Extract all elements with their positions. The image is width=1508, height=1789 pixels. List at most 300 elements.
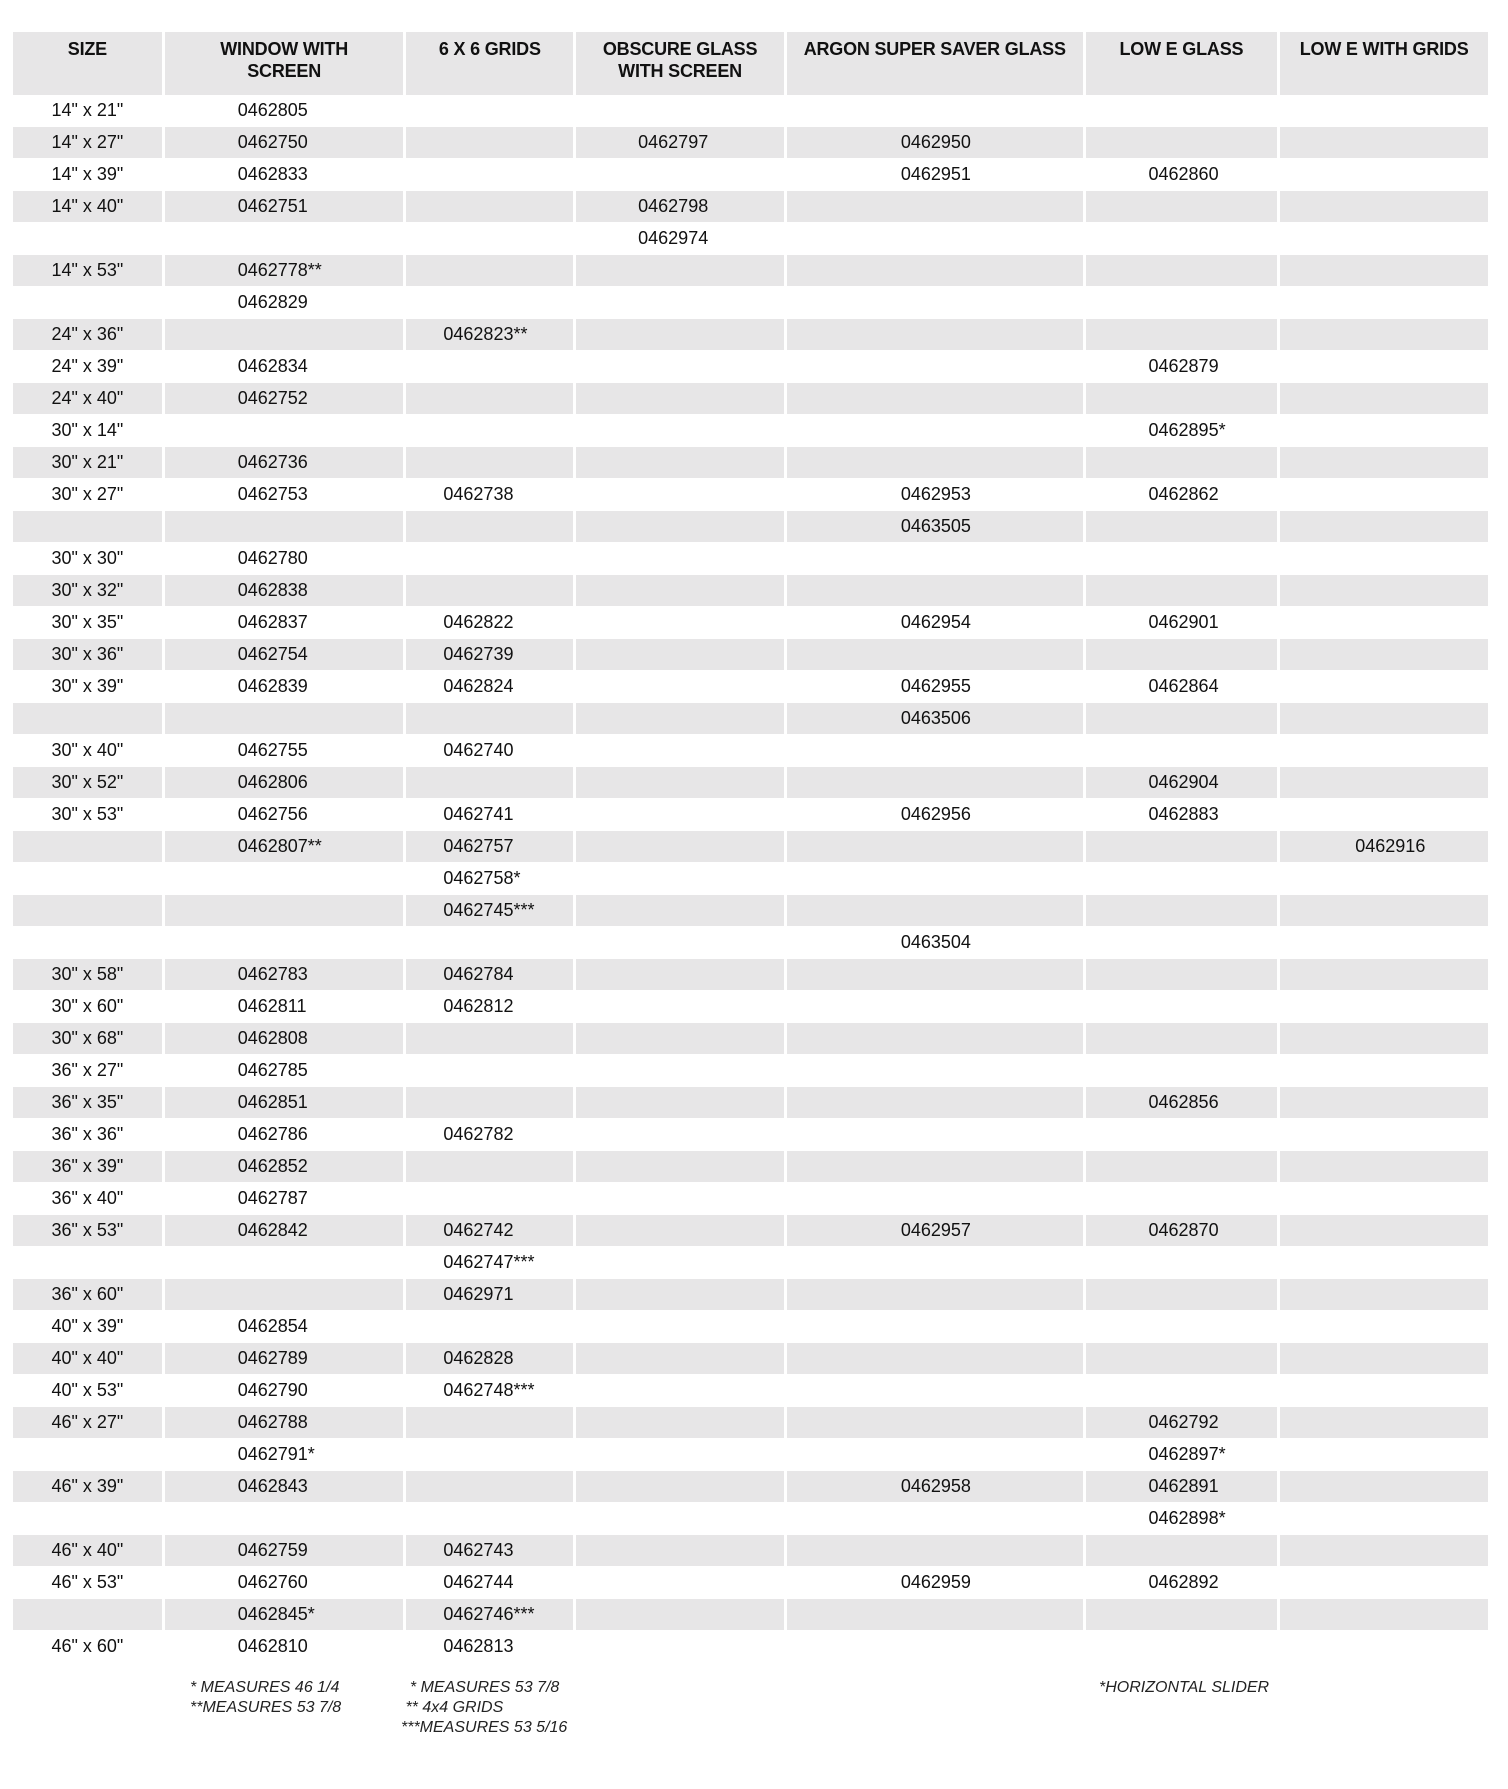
header-size	[13, 32, 162, 95]
cell-obscure-glass	[576, 1215, 784, 1246]
cell-window-with-screen: 0462810	[237, 1636, 308, 1656]
cell-low-e-glass: 0462892	[1148, 1572, 1219, 1592]
cell-window-with-screen	[165, 895, 404, 926]
cell-low-e-glass	[1086, 1279, 1278, 1310]
table-row	[13, 95, 1488, 127]
table-row	[13, 1631, 1488, 1663]
cell-low-e-grids: 0462916	[1280, 831, 1488, 862]
cell-low-e-glass: 0462901	[1148, 612, 1219, 632]
cell-obscure-glass	[576, 1087, 784, 1118]
cell-size: 36" x 35"	[13, 1087, 162, 1118]
cell-window-with-screen: 0462829	[237, 292, 308, 312]
table-row	[13, 351, 1488, 383]
cell-6x6-grids: 0462822	[443, 612, 514, 632]
cell-window-with-screen: 0462780	[237, 548, 308, 568]
table-row	[13, 1471, 1488, 1503]
cell-window-with-screen	[165, 319, 404, 350]
cell-obscure-glass	[576, 255, 784, 286]
cell-obscure-glass	[576, 831, 784, 862]
cell-size: 30" x 53"	[51, 804, 124, 824]
cell-6x6-grids	[406, 511, 573, 542]
cell-window-with-screen: 0462842	[165, 1215, 404, 1246]
cell-argon-glass	[787, 767, 1083, 798]
cell-6x6-grids	[406, 447, 573, 478]
header-label: OBSCURE GLASS WITH SCREEN	[602, 39, 758, 81]
cell-obscure-glass	[576, 703, 784, 734]
cell-6x6-grids	[406, 1055, 573, 1086]
cell-low-e-grids	[1280, 255, 1488, 286]
cell-window-with-screen: 0462759	[165, 1535, 404, 1566]
cell-low-e-glass	[1086, 511, 1278, 542]
table-row	[13, 159, 1488, 191]
cell-window-with-screen: 0462753	[237, 484, 308, 504]
cell-obscure-glass	[576, 415, 784, 446]
cell-argon-glass	[787, 1631, 1083, 1662]
table-row	[13, 671, 1488, 703]
cell-window-with-screen	[165, 927, 404, 958]
cell-obscure-glass	[576, 575, 784, 606]
cell-argon-glass: 0463505	[787, 511, 1083, 542]
table-row	[13, 959, 1488, 991]
cell-low-e-grids	[1280, 1087, 1488, 1118]
cell-obscure-glass	[576, 927, 784, 958]
cell-low-e-grids	[1280, 703, 1488, 734]
cell-6x6-grids: 0462741	[443, 804, 514, 824]
cell-obscure-glass	[576, 1183, 784, 1214]
cell-size: 46" x 27"	[13, 1407, 162, 1438]
cell-low-e-grids	[1280, 287, 1488, 318]
cell-window-with-screen: 0462833	[237, 164, 308, 184]
cell-low-e-glass: 0462856	[1086, 1087, 1278, 1118]
cell-size	[13, 1599, 162, 1630]
cell-low-e-grids	[1280, 1247, 1488, 1278]
cell-low-e-grids	[1280, 1279, 1488, 1310]
cell-argon-glass	[787, 287, 1083, 318]
cell-low-e-glass	[1086, 895, 1278, 926]
cell-low-e-grids	[1280, 1375, 1488, 1406]
cell-6x6-grids	[406, 1503, 573, 1534]
table-header	[13, 32, 1488, 95]
cell-window-with-screen: 0462843	[165, 1471, 404, 1502]
cell-window-with-screen: 0462752	[165, 383, 404, 414]
cell-6x6-grids	[406, 1023, 573, 1054]
cell-size: 30" x 40"	[51, 740, 124, 760]
cell-window-with-screen	[165, 863, 404, 894]
cell-argon-glass	[787, 383, 1083, 414]
cell-low-e-glass	[1086, 959, 1278, 990]
cell-low-e-grids	[1280, 639, 1488, 670]
cell-argon-glass	[787, 1599, 1083, 1630]
cell-window-with-screen	[165, 1503, 404, 1534]
cell-window-with-screen: 0462754	[165, 639, 404, 670]
table-row	[13, 1439, 1488, 1471]
cell-obscure-glass	[576, 1119, 784, 1150]
cell-size: 30" x 32"	[13, 575, 162, 606]
cell-low-e-glass	[1086, 1151, 1278, 1182]
cell-argon-glass	[787, 1311, 1083, 1342]
cell-low-e-grids	[1280, 1023, 1488, 1054]
cell-low-e-grids	[1280, 1055, 1488, 1086]
cell-size: 30" x 58"	[13, 959, 162, 990]
cell-6x6-grids: 0462744	[443, 1572, 514, 1592]
cell-low-e-glass	[1086, 1247, 1278, 1278]
cell-low-e-glass	[1086, 191, 1278, 222]
cell-size: 40" x 40"	[13, 1343, 162, 1374]
cell-obscure-glass	[576, 1535, 784, 1566]
cell-low-e-grids	[1280, 1599, 1488, 1630]
cell-low-e-grids	[1280, 1311, 1488, 1342]
cell-low-e-grids	[1280, 1631, 1488, 1662]
cell-size: 24" x 39"	[51, 356, 124, 376]
cell-low-e-grids	[1280, 991, 1488, 1022]
table-row	[13, 1599, 1488, 1631]
cell-low-e-grids	[1280, 671, 1488, 702]
cell-low-e-grids	[1280, 735, 1488, 766]
cell-6x6-grids: 0462813	[443, 1636, 514, 1656]
cell-size: 36" x 53"	[13, 1215, 162, 1246]
cell-size: 36" x 40"	[51, 1188, 124, 1208]
cell-low-e-grids	[1280, 95, 1488, 126]
cell-size: 30" x 68"	[13, 1023, 162, 1054]
cell-6x6-grids	[406, 223, 573, 254]
cell-low-e-grids	[1280, 895, 1488, 926]
cell-low-e-grids	[1280, 1343, 1488, 1374]
cell-6x6-grids: 0462782	[443, 1124, 514, 1144]
cell-size: 30" x 60"	[51, 996, 124, 1016]
cell-obscure-glass	[576, 1023, 784, 1054]
cell-obscure-glass	[576, 95, 784, 126]
cell-window-with-screen: 0462789	[165, 1343, 404, 1374]
cell-size: 14" x 40"	[13, 191, 162, 222]
cell-low-e-grids	[1280, 863, 1488, 894]
table-row	[13, 1535, 1488, 1567]
cell-6x6-grids: 0462740	[443, 740, 514, 760]
cell-6x6-grids: 0462812	[443, 996, 514, 1016]
cell-low-e-grids	[1280, 1535, 1488, 1566]
cell-low-e-grids	[1280, 479, 1488, 510]
cell-size: 24" x 36"	[13, 319, 162, 350]
cell-low-e-glass	[1086, 447, 1278, 478]
cell-window-with-screen: 0462845*	[165, 1599, 404, 1630]
cell-argon-glass	[787, 415, 1083, 446]
cell-low-e-grids	[1280, 1471, 1488, 1502]
table-row	[13, 1215, 1488, 1247]
cell-obscure-glass	[576, 959, 784, 990]
cell-argon-glass: 0462955	[900, 676, 971, 696]
cell-size: 30" x 30"	[51, 548, 124, 568]
cell-obscure-glass	[576, 1631, 784, 1662]
cell-window-with-screen: 0462785	[237, 1060, 308, 1080]
footnote: * MEASURES 46 1/4	[190, 1679, 340, 1696]
cell-size	[13, 1503, 162, 1534]
cell-obscure-glass	[576, 1343, 784, 1374]
cell-argon-glass	[787, 959, 1083, 990]
cell-argon-glass	[787, 639, 1083, 670]
cell-argon-glass	[787, 1375, 1083, 1406]
cell-6x6-grids	[406, 95, 573, 126]
cell-6x6-grids	[406, 1407, 573, 1438]
header-label: 6 X 6 GRIDS	[438, 39, 541, 59]
cell-size: 36" x 39"	[13, 1151, 162, 1182]
cell-size: 14" x 27"	[13, 127, 162, 158]
cell-argon-glass: 0462957	[787, 1215, 1083, 1246]
cell-window-with-screen: 0462755	[237, 740, 308, 760]
table-row	[13, 479, 1488, 511]
cell-argon-glass: 0463506	[787, 703, 1083, 734]
cell-argon-glass	[787, 223, 1083, 254]
cell-argon-glass: 0462954	[900, 612, 971, 632]
cell-low-e-glass	[1086, 383, 1278, 414]
cell-6x6-grids	[406, 1087, 573, 1118]
header-label: LOW E GLASS	[1119, 39, 1244, 59]
cell-window-with-screen: 0462756	[237, 804, 308, 824]
header-window-with-screen	[165, 32, 404, 95]
cell-window-with-screen: 0462838	[165, 575, 404, 606]
header-label: WINDOW WITH SCREEN	[220, 39, 349, 81]
table-row	[13, 1375, 1488, 1407]
cell-low-e-glass	[1086, 703, 1278, 734]
table-row	[13, 543, 1488, 575]
table-row	[13, 927, 1488, 959]
cell-argon-glass: 0462958	[787, 1471, 1083, 1502]
cell-low-e-glass	[1086, 831, 1278, 862]
table-row	[13, 895, 1488, 927]
cell-low-e-glass: 0462879	[1148, 356, 1219, 376]
cell-argon-glass	[787, 543, 1083, 574]
cell-argon-glass	[787, 1439, 1083, 1470]
table-row	[13, 575, 1488, 607]
table-row	[13, 831, 1488, 863]
cell-size	[13, 863, 162, 894]
cell-size: 30" x 35"	[51, 612, 124, 632]
cell-low-e-grids	[1280, 1439, 1488, 1470]
cell-low-e-glass	[1086, 223, 1278, 254]
cell-low-e-glass	[1086, 1119, 1278, 1150]
cell-argon-glass: 0463504	[900, 932, 971, 952]
cell-size: 36" x 36"	[51, 1124, 124, 1144]
cell-size: 30" x 27"	[51, 484, 124, 504]
cell-window-with-screen: 0462806	[165, 767, 404, 798]
cell-obscure-glass	[576, 511, 784, 542]
table-row	[13, 639, 1488, 671]
cell-low-e-glass	[1086, 991, 1278, 1022]
cell-obscure-glass	[576, 1311, 784, 1342]
cell-window-with-screen: 0462808	[165, 1023, 404, 1054]
cell-low-e-grids	[1280, 1151, 1488, 1182]
cell-size	[13, 895, 162, 926]
cell-low-e-glass: 0462898*	[1148, 1508, 1226, 1528]
cell-argon-glass	[787, 95, 1083, 126]
cell-low-e-grids	[1280, 1567, 1488, 1598]
cell-window-with-screen	[165, 223, 404, 254]
cell-6x6-grids	[406, 287, 573, 318]
cell-6x6-grids: 0462743	[406, 1535, 573, 1566]
cell-6x6-grids: 0462758*	[443, 868, 521, 888]
table-row	[13, 1087, 1488, 1119]
cell-argon-glass	[787, 255, 1083, 286]
cell-low-e-grids	[1280, 127, 1488, 158]
cell-6x6-grids: 0462739	[406, 639, 573, 670]
cell-window-with-screen: 0462837	[237, 612, 308, 632]
cell-6x6-grids: 0462971	[406, 1279, 573, 1310]
table-row	[13, 1343, 1488, 1375]
cell-size: 30" x 36"	[13, 639, 162, 670]
table-row	[13, 1023, 1488, 1055]
cell-obscure-glass	[576, 1471, 784, 1502]
cell-low-e-glass	[1086, 543, 1278, 574]
cell-window-with-screen: 0462851	[165, 1087, 404, 1118]
part-number-table	[13, 32, 1488, 1663]
cell-low-e-grids	[1280, 191, 1488, 222]
cell-argon-glass: 0462953	[900, 484, 971, 504]
cell-size: 36" x 60"	[13, 1279, 162, 1310]
cell-size	[13, 831, 162, 862]
cell-argon-glass	[787, 1343, 1083, 1374]
cell-low-e-grids	[1280, 159, 1488, 190]
cell-6x6-grids	[406, 1439, 573, 1470]
cell-low-e-glass	[1086, 639, 1278, 670]
table-row	[13, 1119, 1488, 1151]
cell-window-with-screen: 0462834	[237, 356, 308, 376]
cell-window-with-screen: 0462790	[237, 1380, 308, 1400]
cell-low-e-grids	[1280, 1119, 1488, 1150]
cell-low-e-glass: 0462860	[1148, 164, 1219, 184]
cell-6x6-grids	[406, 1151, 573, 1182]
cell-argon-glass: 0462950	[787, 127, 1083, 158]
cell-low-e-glass: 0462891	[1086, 1471, 1278, 1502]
cell-window-with-screen: 0462783	[165, 959, 404, 990]
cell-low-e-grids	[1280, 927, 1488, 958]
cell-6x6-grids	[406, 255, 573, 286]
cell-low-e-glass: 0462895*	[1148, 420, 1226, 440]
table-row	[13, 127, 1488, 159]
table-row	[13, 607, 1488, 639]
cell-window-with-screen: 0462839	[237, 676, 308, 696]
cell-6x6-grids	[406, 543, 573, 574]
cell-size: 14" x 21"	[51, 100, 124, 120]
cell-6x6-grids	[406, 351, 573, 382]
cell-size: 24" x 40"	[13, 383, 162, 414]
cell-low-e-glass	[1086, 1599, 1278, 1630]
cell-obscure-glass: 0462974	[638, 228, 709, 248]
cell-low-e-glass	[1086, 575, 1278, 606]
cell-6x6-grids: 0462748***	[443, 1380, 535, 1400]
cell-low-e-grids	[1280, 799, 1488, 830]
cell-low-e-grids	[1280, 447, 1488, 478]
table-row	[13, 255, 1488, 287]
cell-window-with-screen: 0462788	[165, 1407, 404, 1438]
cell-low-e-grids	[1280, 1407, 1488, 1438]
table-row	[13, 1055, 1488, 1087]
cell-low-e-glass: 0462864	[1148, 676, 1219, 696]
cell-argon-glass	[787, 575, 1083, 606]
header-low-e-grids	[1280, 32, 1488, 95]
cell-low-e-glass	[1086, 127, 1278, 158]
cell-argon-glass	[787, 1503, 1083, 1534]
cell-size: 14" x 39"	[51, 164, 124, 184]
cell-obscure-glass	[576, 287, 784, 318]
cell-obscure-glass	[576, 607, 784, 638]
footnote: * MEASURES 53 7/8	[401, 1679, 560, 1696]
cell-size: 30" x 21"	[13, 447, 162, 478]
cell-window-with-screen: 0462787	[237, 1188, 308, 1208]
footnote: *HORIZONTAL SLIDER	[1099, 1679, 1270, 1696]
cell-low-e-glass	[1086, 863, 1278, 894]
cell-low-e-glass	[1086, 1375, 1278, 1406]
cell-low-e-glass: 0462792	[1086, 1407, 1278, 1438]
cell-window-with-screen	[165, 1279, 404, 1310]
cell-argon-glass	[787, 1183, 1083, 1214]
cell-argon-glass: 0462959	[900, 1572, 971, 1592]
cell-obscure-glass	[576, 671, 784, 702]
cell-size: 46" x 53"	[51, 1572, 124, 1592]
cell-argon-glass	[787, 191, 1083, 222]
cell-argon-glass	[787, 1247, 1083, 1278]
header-6x6-grids	[406, 32, 573, 95]
header-low-e-glass	[1086, 32, 1278, 95]
header-argon-glass	[787, 32, 1083, 95]
cell-6x6-grids	[406, 415, 573, 446]
footnote: **MEASURES 53 7/8	[190, 1699, 342, 1716]
cell-low-e-grids	[1280, 607, 1488, 638]
header-obscure-glass	[576, 32, 784, 95]
cell-low-e-grids	[1280, 319, 1488, 350]
cell-low-e-grids	[1280, 959, 1488, 990]
footnotes-grids	[401, 1678, 567, 1738]
footnote: ***MEASURES 53 5/16	[401, 1719, 568, 1736]
cell-window-with-screen: 0462807**	[165, 831, 404, 862]
cell-obscure-glass	[576, 1279, 784, 1310]
cell-size	[13, 1247, 162, 1278]
cell-obscure-glass	[576, 767, 784, 798]
cell-obscure-glass: 0462798	[576, 191, 784, 222]
table-row	[13, 1183, 1488, 1215]
header-label: LOW E WITH GRIDS	[1299, 39, 1469, 59]
cell-6x6-grids	[406, 575, 573, 606]
cell-window-with-screen: 0462805	[237, 100, 308, 120]
cell-size: 14" x 53"	[13, 255, 162, 286]
cell-argon-glass	[787, 1407, 1083, 1438]
cell-argon-glass	[787, 1055, 1083, 1086]
footnote: ** 4x4 GRIDS	[401, 1699, 504, 1716]
table-row	[13, 991, 1488, 1023]
cell-size: 40" x 39"	[51, 1316, 124, 1336]
cell-low-e-glass	[1086, 1311, 1278, 1342]
cell-low-e-glass	[1086, 1343, 1278, 1374]
cell-size	[13, 511, 162, 542]
cell-size: 46" x 39"	[13, 1471, 162, 1502]
cell-6x6-grids: 0462745***	[406, 895, 573, 926]
cell-6x6-grids: 0462824	[443, 676, 514, 696]
cell-argon-glass: 0462951	[900, 164, 971, 184]
cell-6x6-grids: 0462784	[406, 959, 573, 990]
cell-low-e-grids	[1280, 767, 1488, 798]
cell-6x6-grids: 0462742	[406, 1215, 573, 1246]
cell-obscure-glass	[576, 735, 784, 766]
cell-6x6-grids: 0462746***	[406, 1599, 573, 1630]
cell-low-e-glass: 0462862	[1148, 484, 1219, 504]
cell-obscure-glass	[576, 1599, 784, 1630]
table-row	[13, 287, 1488, 319]
cell-low-e-grids	[1280, 1183, 1488, 1214]
cell-obscure-glass	[576, 1247, 784, 1278]
cell-6x6-grids: 0462828	[406, 1343, 573, 1374]
table-row	[13, 863, 1488, 895]
cell-6x6-grids: 0462738	[443, 484, 514, 504]
cell-obscure-glass	[576, 383, 784, 414]
cell-obscure-glass	[576, 1407, 784, 1438]
cell-obscure-glass	[576, 1567, 784, 1598]
